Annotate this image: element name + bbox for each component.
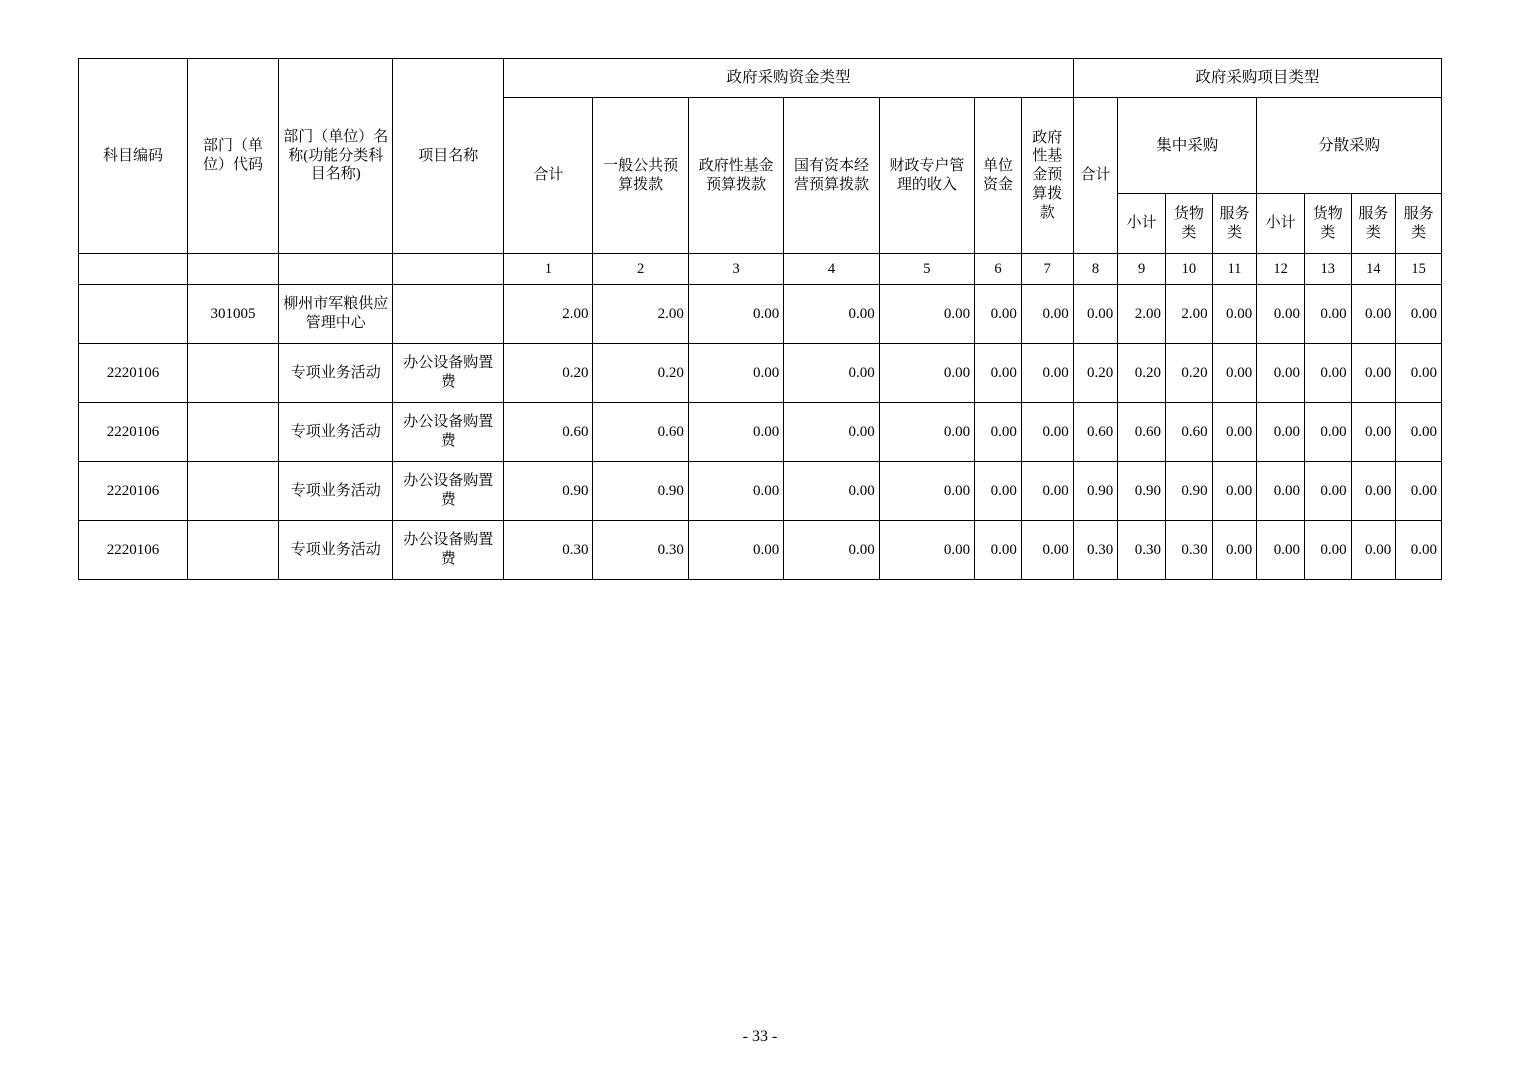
cell-value: 0.00 xyxy=(1021,344,1073,403)
page-number: - 33 - xyxy=(742,1028,778,1045)
cell-project-name: 办公设备购置费 xyxy=(393,403,504,462)
cell-value: 0.00 xyxy=(688,344,783,403)
cell-value: 0.00 xyxy=(1021,462,1073,521)
cell-value: 0.30 xyxy=(1118,521,1166,580)
cell-dept-name: 专项业务活动 xyxy=(279,521,393,580)
cell-value: 0.00 xyxy=(1212,462,1257,521)
cell-subject-code: 2220106 xyxy=(79,462,188,521)
table-row xyxy=(79,403,1442,462)
cell-value: 0.00 xyxy=(688,285,783,344)
cell-value: 0.00 xyxy=(975,403,1022,462)
header-gov-fund-budget-alloc: 政府性基金预算拨款 xyxy=(1021,98,1073,254)
cell-value: 0.00 xyxy=(1351,462,1396,521)
cell-value: 2.00 xyxy=(593,285,688,344)
header-decentralized-subtotal: 小计 xyxy=(1257,194,1305,254)
index-col: 4 xyxy=(784,254,879,285)
cell-value: 0.30 xyxy=(1073,521,1118,580)
cell-value: 0.20 xyxy=(1073,344,1118,403)
header-decentralized-goods: 货物类 xyxy=(1304,194,1351,254)
cell-value: 0.00 xyxy=(879,462,974,521)
index-col: 5 xyxy=(879,254,974,285)
cell-value: 0.00 xyxy=(1021,521,1073,580)
cell-value: 0.20 xyxy=(1118,344,1166,403)
cell-dept-code xyxy=(187,403,278,462)
cell-subject-code: 2220106 xyxy=(79,403,188,462)
cell-value: 0.00 xyxy=(1212,403,1257,462)
cell-project-name: 办公设备购置费 xyxy=(393,521,504,580)
header-project-name: 项目名称 xyxy=(393,59,504,254)
cell-value: 0.90 xyxy=(1165,462,1212,521)
cell-value: 0.00 xyxy=(784,344,879,403)
cell-value: 0.60 xyxy=(504,403,593,462)
table-header-group-row xyxy=(79,59,1442,98)
cell-value: 0.00 xyxy=(1212,521,1257,580)
header-group-project-type: 政府采购项目类型 xyxy=(1073,59,1441,98)
index-blank-2 xyxy=(187,254,278,285)
index-col: 9 xyxy=(1118,254,1166,285)
index-blank-4 xyxy=(393,254,504,285)
cell-value: 0.00 xyxy=(784,462,879,521)
cell-value: 0.00 xyxy=(1351,285,1396,344)
cell-value: 0.60 xyxy=(1165,403,1212,462)
cell-value: 0.30 xyxy=(593,521,688,580)
table-row xyxy=(79,344,1442,403)
header-state-capital-budget: 国有资本经营预算拨款 xyxy=(784,98,879,254)
index-col: 15 xyxy=(1396,254,1442,285)
index-col: 10 xyxy=(1165,254,1212,285)
cell-value: 0.00 xyxy=(879,403,974,462)
header-centralized-services: 服务类 xyxy=(1212,194,1257,254)
header-group-decentralized: 分散采购 xyxy=(1257,98,1442,194)
cell-value: 0.00 xyxy=(784,521,879,580)
header-unit-funds: 单位资金 xyxy=(975,98,1022,254)
cell-value: 0.60 xyxy=(1118,403,1166,462)
cell-value: 0.90 xyxy=(593,462,688,521)
cell-value: 0.00 xyxy=(1351,403,1396,462)
cell-value: 0.00 xyxy=(1304,462,1351,521)
cell-dept-code xyxy=(187,521,278,580)
cell-subject-code: 2220106 xyxy=(79,521,188,580)
cell-value: 0.30 xyxy=(1165,521,1212,580)
cell-value: 2.00 xyxy=(1118,285,1166,344)
cell-value: 0.00 xyxy=(1257,462,1305,521)
cell-value: 0.00 xyxy=(975,521,1022,580)
cell-value: 0.00 xyxy=(975,344,1022,403)
cell-value: 0.00 xyxy=(784,285,879,344)
header-subject-code: 科目编码 xyxy=(79,59,188,254)
cell-value: 0.00 xyxy=(1021,285,1073,344)
cell-value: 0.00 xyxy=(1396,462,1442,521)
cell-value: 0.00 xyxy=(975,285,1022,344)
cell-value: 2.00 xyxy=(504,285,593,344)
cell-dept-code xyxy=(187,344,278,403)
table-row xyxy=(79,462,1442,521)
cell-value: 0.20 xyxy=(504,344,593,403)
header-decentralized-services: 服务类 xyxy=(1351,194,1396,254)
index-col: 2 xyxy=(593,254,688,285)
cell-value: 0.00 xyxy=(1212,285,1257,344)
procurement-table-wrapper xyxy=(78,58,1442,580)
index-blank-1 xyxy=(79,254,188,285)
header-fiscal-account-income: 财政专户管理的收入 xyxy=(879,98,974,254)
index-col: 8 xyxy=(1073,254,1118,285)
cell-subject-code xyxy=(79,285,188,344)
cell-value: 0.00 xyxy=(879,521,974,580)
cell-value: 0.00 xyxy=(975,462,1022,521)
cell-value: 0.00 xyxy=(1257,403,1305,462)
table-row xyxy=(79,521,1442,580)
index-col: 12 xyxy=(1257,254,1305,285)
index-col: 14 xyxy=(1351,254,1396,285)
header-gov-fund-budget: 政府性基金预算拨款 xyxy=(688,98,783,254)
cell-value: 0.00 xyxy=(1073,285,1118,344)
cell-value: 0.90 xyxy=(1118,462,1166,521)
cell-value: 0.00 xyxy=(688,462,783,521)
cell-subject-code: 2220106 xyxy=(79,344,188,403)
header-group-fund-type: 政府采购资金类型 xyxy=(504,59,1073,98)
cell-value: 0.00 xyxy=(1396,285,1442,344)
index-col: 7 xyxy=(1021,254,1073,285)
cell-value: 0.00 xyxy=(1304,403,1351,462)
cell-value: 0.90 xyxy=(1073,462,1118,521)
cell-value: 2.00 xyxy=(1165,285,1212,344)
header-decentralized-services-2: 服务类 xyxy=(1396,194,1442,254)
cell-dept-code xyxy=(187,462,278,521)
cell-value: 0.00 xyxy=(1304,285,1351,344)
cell-value: 0.00 xyxy=(688,521,783,580)
cell-value: 0.00 xyxy=(1396,344,1442,403)
header-general-public-budget: 一般公共预算拨款 xyxy=(593,98,688,254)
header-centralized-subtotal: 小计 xyxy=(1118,194,1166,254)
header-project-total: 合计 xyxy=(1073,98,1118,254)
table-column-index-row xyxy=(79,254,1442,285)
header-group-centralized: 集中采购 xyxy=(1118,98,1257,194)
cell-value: 0.00 xyxy=(1212,344,1257,403)
cell-value: 0.00 xyxy=(1304,344,1351,403)
header-dept-name: 部门（单位）名称(功能分类科目名称) xyxy=(279,59,393,254)
cell-project-name: 办公设备购置费 xyxy=(393,462,504,521)
cell-value: 0.00 xyxy=(1351,521,1396,580)
cell-value: 0.00 xyxy=(879,344,974,403)
cell-dept-name: 专项业务活动 xyxy=(279,462,393,521)
cell-value: 0.00 xyxy=(1396,403,1442,462)
cell-value: 0.20 xyxy=(1165,344,1212,403)
cell-value: 0.00 xyxy=(784,403,879,462)
index-col: 3 xyxy=(688,254,783,285)
cell-value: 0.00 xyxy=(1257,344,1305,403)
cell-value: 0.00 xyxy=(1304,521,1351,580)
header-fund-total: 合计 xyxy=(504,98,593,254)
procurement-budget-table xyxy=(78,58,1442,580)
cell-value: 0.00 xyxy=(879,285,974,344)
cell-value: 0.30 xyxy=(504,521,593,580)
cell-dept-name: 柳州市军粮供应管理中心 xyxy=(279,285,393,344)
index-col: 6 xyxy=(975,254,1022,285)
cell-value: 0.00 xyxy=(1021,403,1073,462)
table-row xyxy=(79,285,1442,344)
cell-value: 0.00 xyxy=(1351,344,1396,403)
cell-value: 0.00 xyxy=(1257,285,1305,344)
index-col: 11 xyxy=(1212,254,1257,285)
index-blank-3 xyxy=(279,254,393,285)
cell-value: 0.60 xyxy=(1073,403,1118,462)
index-col: 1 xyxy=(504,254,593,285)
cell-project-name xyxy=(393,285,504,344)
cell-dept-name: 专项业务活动 xyxy=(279,344,393,403)
index-col: 13 xyxy=(1304,254,1351,285)
cell-value: 0.60 xyxy=(593,403,688,462)
cell-value: 0.20 xyxy=(593,344,688,403)
cell-dept-name: 专项业务活动 xyxy=(279,403,393,462)
cell-value: 0.00 xyxy=(1257,521,1305,580)
cell-dept-code: 301005 xyxy=(187,285,278,344)
header-centralized-goods: 货物类 xyxy=(1165,194,1212,254)
header-dept-code: 部门（单位）代码 xyxy=(187,59,278,254)
cell-value: 0.90 xyxy=(504,462,593,521)
cell-project-name: 办公设备购置费 xyxy=(393,344,504,403)
cell-value: 0.00 xyxy=(1396,521,1442,580)
cell-value: 0.00 xyxy=(688,403,783,462)
